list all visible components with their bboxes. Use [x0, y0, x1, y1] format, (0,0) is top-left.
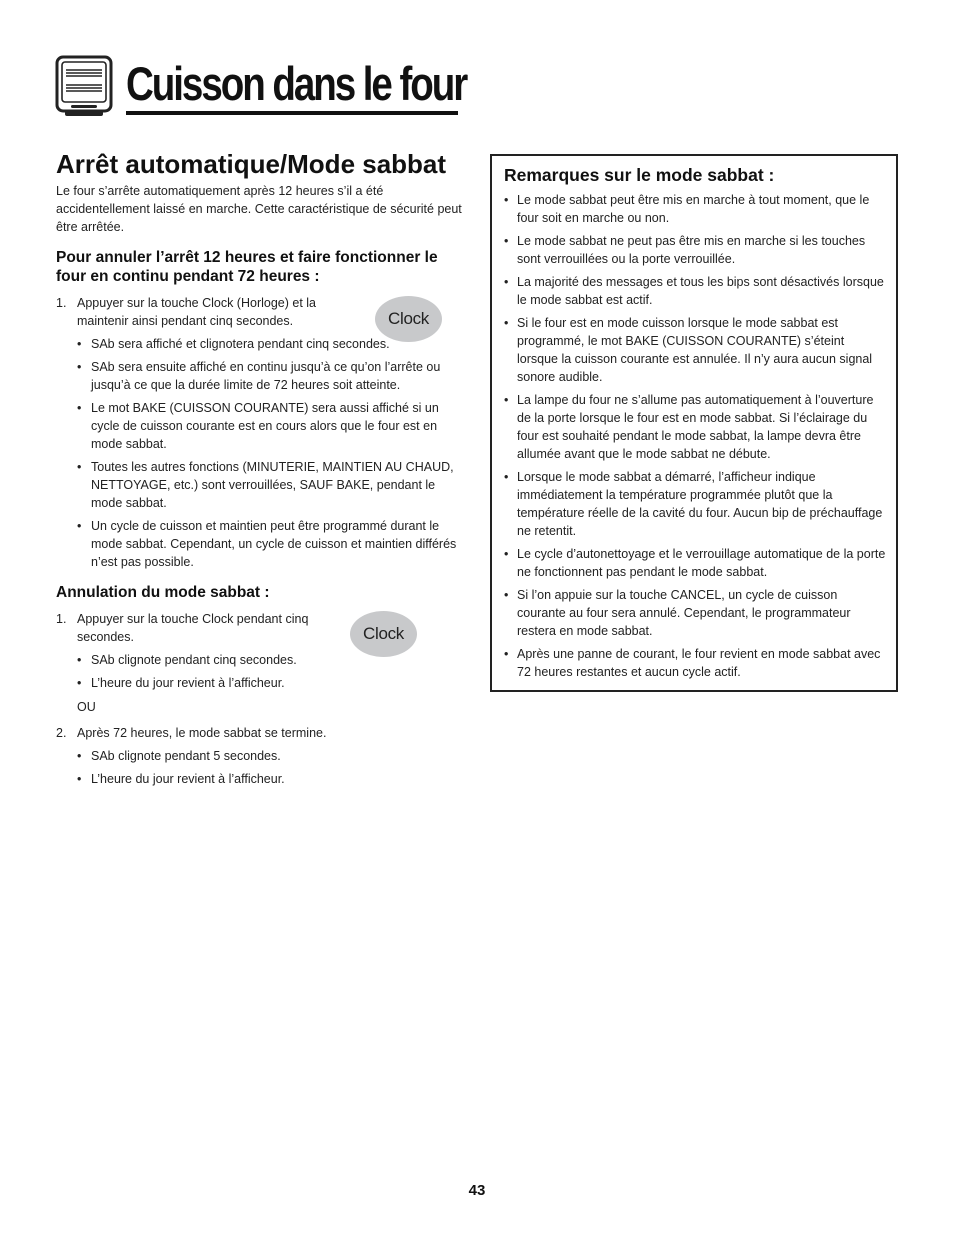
- list-item: • L’heure du jour revient à l’afficheur.: [91, 674, 468, 692]
- list-item: • Si l’on appuie sur la touche CANCEL, un cycle de cuisson courante au four sera annulé. Cependant, le programmateur restera en mode sabbat.: [517, 586, 886, 640]
- page-title: Cuisson dans le four: [126, 57, 467, 110]
- clock-button: Clock: [375, 296, 442, 342]
- list-item: • Toutes les autres fonctions (MINUTERIE, MAINTIEN AU CHAUD, NETTOYAGE, etc.) sont verrouillées, SAUF BAKE, pendant le mode sabbat.: [91, 458, 468, 512]
- or-label: OU: [77, 700, 96, 714]
- notes-title: Remarques sur le mode sabbat :: [504, 165, 775, 185]
- cancel-12h-heading: Pour annuler l’arrêt 12 heures et faire fonctionner le four en continu pendant 72 heures :: [56, 249, 438, 285]
- list-item: • Un cycle de cuisson et maintien peut être programmé durant le mode sabbat. Cependant, un cycle de cuisson et maintien différés n’est pas possible.: [91, 517, 468, 571]
- clock-button: Clock: [350, 611, 417, 657]
- bullet-list: [56, 335, 468, 571]
- section-title: Arrêt automatique/Mode sabbat: [56, 149, 447, 179]
- step-number: 2.: [56, 726, 67, 740]
- step-item: [56, 724, 468, 742]
- list-item: • L’heure du jour revient à l’afficheur.: [91, 770, 468, 788]
- list-item: • Lorsque le mode sabbat a démarré, l’afficheur indique immédiatement la température programmée plutôt que la température réelle de la cavité du four. Aucun bip de préchauffage ne retentit.: [517, 468, 886, 540]
- bullet-list: [56, 651, 468, 692]
- bullet-list: [56, 747, 468, 788]
- cancel-sabbath-heading: Annulation du mode sabbat :: [56, 584, 270, 601]
- left-column: [56, 150, 468, 788]
- page-number: 43: [468, 1182, 486, 1199]
- list-item: • Si le four est en mode cuisson lorsque le mode sabbat est programmé, le mot BAKE (CUISSON COURANTE) s’éteint lorsque la cuisson courante est annulée. Il n’y aura aucun signal sonore audible.: [517, 314, 886, 386]
- list-item: • Le mode sabbat ne peut pas être mis en marche si les touches sont verrouillées ou la porte verrouillée.: [517, 232, 886, 268]
- list-item: • SAb clignote pendant 5 secondes.: [91, 747, 468, 765]
- list-item: • Le cycle d’autonettoyage et le verrouillage automatique de la porte ne fonctionnent pas pendant le mode sabbat.: [517, 545, 886, 581]
- list-item: • SAb sera affiché et clignotera pendant cinq secondes.: [91, 335, 468, 353]
- step-text: Appuyer sur la touche Clock pendant cinq secondes.: [77, 612, 309, 644]
- list-item: • La majorité des messages et tous les bips sont désactivés lorsque le mode sabbat est actif.: [517, 273, 886, 309]
- step-text: Appuyer sur la touche Clock (Horloge) et la maintenir ainsi pendant cinq secondes.: [77, 296, 317, 328]
- step-item: [56, 294, 342, 330]
- list-item: • Après une panne de courant, le four revient en mode sabbat avec 72 heures restantes et aucun cycle actif.: [517, 645, 886, 681]
- step-text: Après 72 heures, le mode sabbat se termine.: [77, 726, 327, 740]
- intro-paragraph: Le four s’arrête automatiquement après 12 heures s’il a été accidentellement laissé en marche. Cette caractéristique de sécurité peut être arrêtée.: [56, 184, 462, 234]
- list-item: • La lampe du four ne s’allume pas automatiquement à l’ouverture de la porte lorsque le four est en mode sabbat. Si l’éclairage du four est souhaité pendant le mode sabbat, la lampe devra être allumée avant que le mode sabbat ne débute.: [517, 391, 886, 463]
- step-number: 1.: [56, 612, 67, 626]
- list-item: • Le mot BAKE (CUISSON COURANTE) sera aussi affiché si un cycle de cuisson courante est en cours alors que le four est en mode sabbat.: [91, 399, 468, 453]
- list-item: • SAb sera ensuite affiché en continu jusqu’à ce qu’on l’arrête ou jusqu’à ce que la durée limite de 72 heures soit atteinte.: [91, 358, 468, 394]
- list-item: • Le mode sabbat peut être mis en marche à tout moment, que le four soit en marche ou non.: [517, 191, 886, 227]
- notes-list: [504, 191, 886, 681]
- title-underline: [126, 111, 458, 115]
- step-item: [56, 610, 342, 646]
- list-item: • SAb clignote pendant cinq secondes.: [91, 651, 468, 669]
- oven-icon: [55, 55, 113, 117]
- sabbath-notes-box: [490, 154, 898, 692]
- step-number: 1.: [56, 296, 67, 310]
